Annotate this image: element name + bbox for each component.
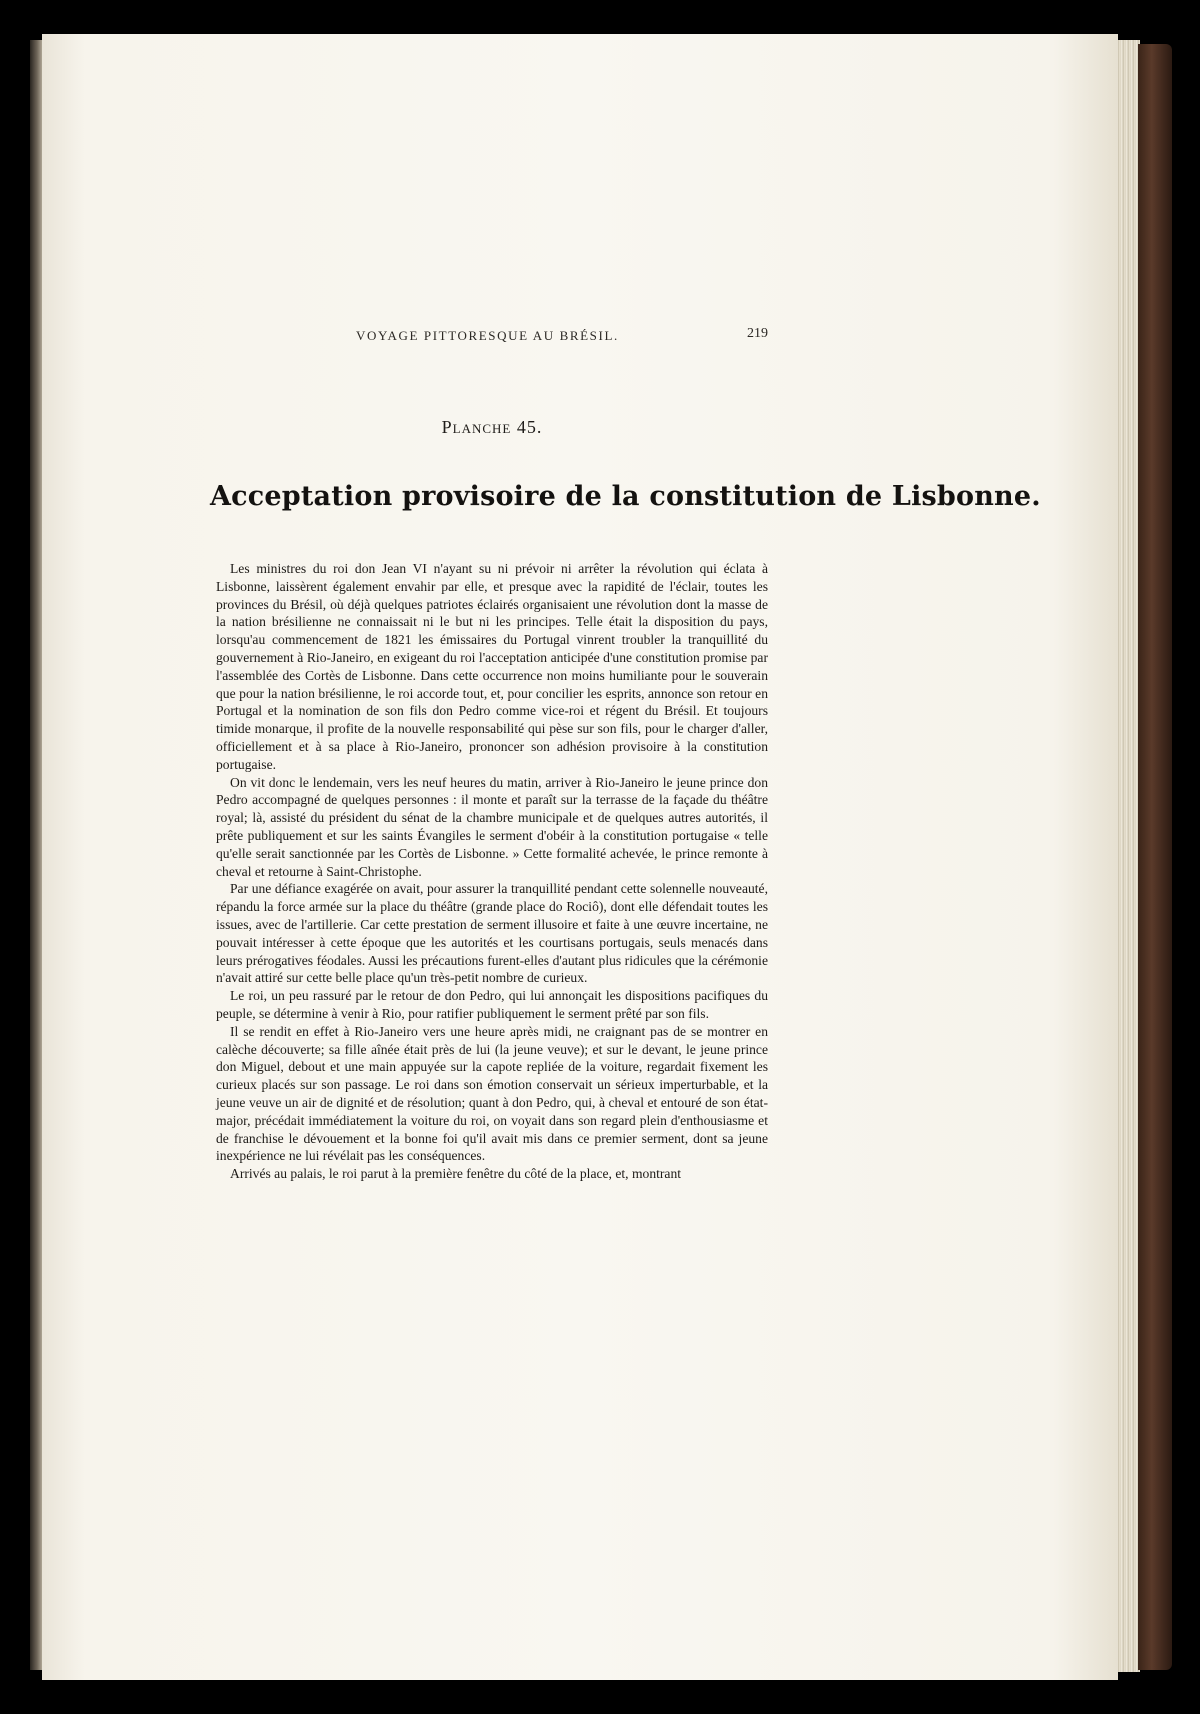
paragraph: Arrivés au palais, le roi parut à la première fenêtre du côté de la place, et, montrant — [230, 1166, 682, 1182]
paragraph: Les ministres du roi don Jean VI n'ayant su ni prévoir ni arrêter la révolution qui éclata à Lisbonne, laissèrent également envahir par elle, et presque avec la rapidité de l'éclair, toutes les provinces du Brésil, où déjà quelques patriotes éclairés organisaient une révolution dont la masse de la nation brésilienne ne connaissait ni le but ni les principes. Telle était la disposition du pays, lorsqu'au commencement de 1821 les émissaires du Portugal vinrent troubler la tranquillité du gouvernement à Rio-Janeiro, en exigeant du roi l'acceptation anticipée d'une constitution promise par l'assemblée des Cortès de Lisbonne. Dans cette occurrence non moins humiliante pour le souverain que pour la nation brésilienne, le roi accorde tout, et, pour concilier les esprits, annonce son retour en Portugal et la nomination de son fils don Pedro comme vice-roi et régent du Brésil. Et toujours timide monarque, il profite de la nouvelle responsabilité qui pèse sur son fils, pour le charger d'aller, officiellement et à sa place à Rio-Janeiro, prononcer son adhésion provisoire à la constitution portugaise. — [216, 561, 768, 772]
paragraph: Le roi, un peu rassuré par le retour de don Pedro, qui lui annonçait les dispositions pacifiques du peuple, se détermine à venir à Rio, pour ratifier publiquement le serment prêté par son fils. — [216, 988, 768, 1021]
plate-label: Planche 45. — [441, 417, 543, 437]
chapter-title: Acceptation provisoire de la constitution de Lisbonne. — [210, 481, 1041, 512]
body-text — [216, 560, 768, 1183]
leather-cover-edge — [1138, 44, 1172, 1670]
paragraph: On vit donc le lendemain, vers les neuf heures du matin, arriver à Rio-Janeiro le jeune prince don Pedro accompagné de quelques personnes : il monte et paraît sur la terrasse de la façade du théâtre royal; là, assisté du président du sénat de la chambre municipale et de quelques autres autorités, il prête publiquement et sur les saints Évangiles le serment d'obéir à la constitution portugaise « telle qu'elle serait sanctionnée par les Cortès de Lisbonne. » Cette formalité achevée, le prince remonte à cheval et retourne à Saint-Christophe. — [216, 774, 768, 879]
page-number: 219 — [747, 326, 768, 341]
paragraph: Il se rendit en effet à Rio-Janeiro vers une heure après midi, ne craignant pas de se montrer en calèche découverte; sa fille aînée était près de lui (la jeune veuve); et sur le devant, le jeune prince don Miguel, debout et une main appuyée sur la capote repliée de la voiture, regardait fixement les curieux placés sur son passage. Le roi dans son émotion conservait un sérieux imperturbable, et la jeune veuve un air de dignité et de résolution; quant à don Pedro, qui, à cheval et entouré de son état-major, précédait immédiatement la voiture du roi, on voyait dans son regard plein d'enthousiasme et de franchise le dévouement et la bonne foi qu'il avait mis dans ce premier serment, dont sa jeune inexpérience ne lui révélait pas les conséquences. — [216, 1023, 768, 1164]
running-title: VOYAGE PITTORESQUE AU BRÉSIL. — [356, 328, 619, 343]
running-header — [216, 326, 768, 348]
paragraph: Par une défiance exagérée on avait, pour assurer la tranquillité pendant cette solennelle nouveauté, répandu la force armée sur la place du théâtre (grande place do Rociô), dont elle défendait toutes les issues, avec de l'artillerie. Car cette prestation de serment illusoire et faite à une œuvre incertaine, ne pouvait intéresser à cette époque que les autorités et les courtisans portugais, seuls menacés dans leurs prérogatives féodales. Aussi les précautions furent-elles d'autant plus ridicules que la cérémonie n'avait attiré sur cette belle place qu'un très-petit nombre de curieux. — [216, 881, 768, 986]
